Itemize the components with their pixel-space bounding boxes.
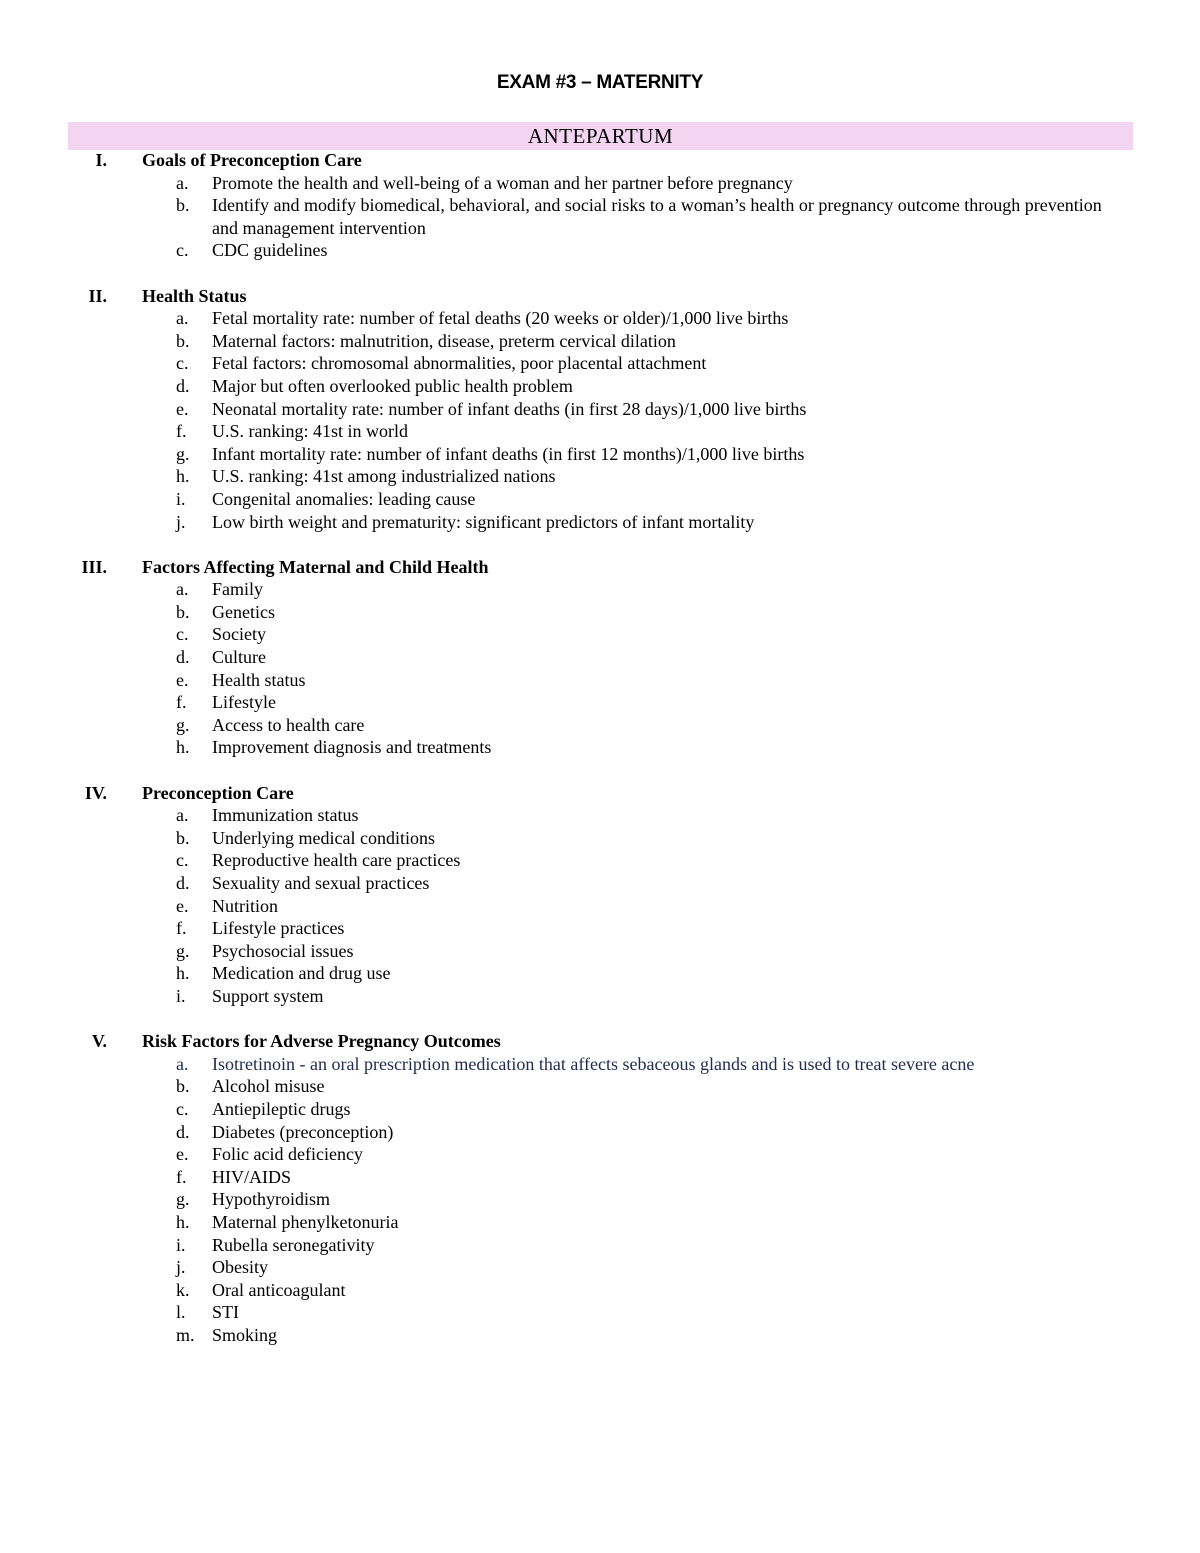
section-title: Health Status — [142, 285, 247, 306]
item-letter: g. — [176, 1189, 190, 1210]
section-factors-affecting-health — [0, 556, 1200, 759]
list-item — [0, 443, 1200, 466]
item-text: Fetal factors: chromosomal abnormalities, poor placental attachment — [212, 353, 707, 374]
item-text: Family — [212, 579, 264, 600]
list-item — [0, 398, 1200, 421]
item-letter: g. — [176, 940, 190, 961]
item-letter: b. — [176, 601, 190, 622]
list-item — [0, 194, 1200, 239]
item-text: Culture — [212, 647, 266, 668]
item-text: Hypothyroidism — [212, 1189, 331, 1210]
item-letter: c. — [176, 850, 189, 871]
list-item — [0, 1121, 1200, 1144]
section-goals-of-preconception-care — [0, 149, 1200, 262]
item-text: Sexuality and sexual practices — [212, 873, 430, 893]
list-item — [0, 985, 1200, 1008]
item-text: Congenital anomalies: leading cause — [212, 488, 476, 509]
item-letter: h. — [176, 1211, 190, 1232]
list-item — [0, 1324, 1200, 1347]
list-item — [0, 827, 1200, 850]
item-text: Diabetes (preconception) — [212, 1121, 394, 1142]
item-letter: a. — [176, 1053, 189, 1074]
item-text: Society — [212, 624, 266, 645]
item-letter: c. — [176, 624, 189, 645]
item-text: STI — [212, 1302, 239, 1323]
item-text: Smoking — [212, 1324, 278, 1345]
item-list — [0, 578, 1200, 759]
item-letter: j. — [176, 511, 186, 532]
item-letter: e. — [176, 1144, 189, 1165]
list-item — [0, 511, 1200, 534]
item-letter: b. — [176, 330, 190, 351]
item-letter: a. — [176, 579, 189, 600]
section-title: Goals of Preconception Care — [142, 150, 362, 170]
item-letter: l. — [176, 1302, 186, 1323]
section-numeral: I. — [95, 150, 107, 170]
item-text: Lifestyle practices — [212, 918, 345, 939]
item-text: Improvement diagnosis and treatments — [212, 737, 492, 758]
list-item — [0, 917, 1200, 940]
list-item — [0, 601, 1200, 624]
item-letter: g. — [176, 714, 190, 735]
section-health-status — [0, 285, 1200, 534]
item-text: Alcohol misuse — [212, 1076, 325, 1097]
list-item — [0, 872, 1200, 895]
section-numeral: II. — [88, 285, 107, 306]
page-title: EXAM #3 – MATERNITY — [496, 72, 704, 93]
item-text: Underlying medical conditions — [212, 827, 435, 848]
list-item — [0, 849, 1200, 872]
item-letter: i. — [176, 1234, 186, 1255]
item-text: U.S. ranking: 41st among industrialized nations — [212, 466, 556, 487]
item-text: Psychosocial issues — [212, 940, 354, 961]
item-list — [0, 1053, 1200, 1347]
list-item — [0, 1234, 1200, 1257]
section-title: Factors Affecting Maternal and Child Health — [142, 556, 489, 577]
list-item — [0, 172, 1200, 195]
list-item — [0, 962, 1200, 985]
item-text: Lifestyle — [212, 692, 276, 713]
item-list — [0, 172, 1200, 262]
item-letter: f. — [176, 918, 187, 939]
section-numeral: III. — [81, 556, 107, 577]
list-item — [0, 1279, 1200, 1302]
item-letter: c. — [176, 240, 189, 261]
item-letter: e. — [176, 669, 189, 690]
list-item — [0, 940, 1200, 963]
section-heading — [0, 285, 1200, 308]
section-heading — [0, 1030, 1200, 1053]
item-letter: g. — [176, 443, 190, 464]
item-text: Medication and drug use — [212, 963, 391, 984]
item-letter: e. — [176, 398, 189, 419]
item-letter: f. — [176, 1166, 187, 1187]
item-letter: m. — [176, 1324, 195, 1345]
list-item — [0, 691, 1200, 714]
item-letter: f. — [176, 421, 187, 442]
list-item — [0, 1256, 1200, 1279]
item-text: Low birth weight and prematurity: significant predictors of infant mortality — [212, 511, 755, 532]
item-text: Rubella seronegativity — [212, 1234, 375, 1255]
item-letter: i. — [176, 985, 186, 1006]
item-text: Identify and modify biomedical, behavioral, and social risks to a woman’s health or pregnancy outcome through prevention and management intervention — [212, 195, 1102, 238]
section-numeral: V. — [91, 1031, 107, 1052]
list-item — [0, 307, 1200, 330]
list-item — [0, 1053, 1200, 1076]
item-text: Infant mortality rate: number of infant deaths (in first 12 months)/1,000 live births — [212, 443, 805, 464]
item-text: Support system — [212, 985, 324, 1006]
item-text: CDC guidelines — [212, 240, 328, 261]
item-letter: i. — [176, 488, 186, 509]
item-letter: b. — [176, 1076, 190, 1097]
item-text: Nutrition — [212, 895, 278, 916]
section-preconception-care — [0, 782, 1200, 1008]
item-text: Immunization status — [212, 805, 359, 826]
item-text: Antiepileptic drugs — [212, 1098, 351, 1119]
item-letter: h. — [176, 963, 190, 984]
list-item — [0, 1166, 1200, 1189]
item-letter: d. — [176, 1121, 190, 1142]
section-risk-factors — [0, 1030, 1200, 1346]
item-list — [0, 804, 1200, 1007]
item-text: Isotretinoin - an oral prescription medication that affects sebaceous glands and is used to treat severe acne — [212, 1053, 975, 1074]
section-heading — [0, 556, 1200, 579]
list-item — [0, 623, 1200, 646]
item-letter: d. — [176, 375, 190, 396]
item-text: Neonatal mortality rate: number of infant deaths (in first 28 days)/1,000 live births — [212, 398, 807, 419]
item-text: Maternal phenylketonuria — [212, 1211, 399, 1232]
list-item — [0, 465, 1200, 488]
section-heading — [0, 782, 1200, 805]
list-item — [0, 1075, 1200, 1098]
item-text: Oral anticoagulant — [212, 1279, 346, 1300]
list-item — [0, 578, 1200, 601]
list-item — [0, 352, 1200, 375]
section-title: Preconception Care — [142, 782, 294, 803]
item-letter: j. — [176, 1257, 186, 1278]
list-item — [0, 1211, 1200, 1234]
list-item — [0, 669, 1200, 692]
section-title: Risk Factors for Adverse Pregnancy Outcomes — [142, 1031, 501, 1052]
item-text: Maternal factors: malnutrition, disease, preterm cervical dilation — [212, 330, 676, 351]
item-list — [0, 307, 1200, 533]
outline — [0, 149, 1200, 1369]
item-letter: e. — [176, 895, 189, 916]
list-item — [0, 1143, 1200, 1166]
list-item — [0, 804, 1200, 827]
list-item — [0, 488, 1200, 511]
item-text: Fetal mortality rate: number of fetal deaths (20 weeks or older)/1,000 live births — [212, 308, 789, 329]
list-item — [0, 239, 1200, 262]
item-text: Obesity — [212, 1257, 268, 1278]
list-item — [0, 1301, 1200, 1324]
item-text: Access to health care — [212, 714, 365, 735]
item-letter: k. — [176, 1279, 190, 1300]
list-item — [0, 714, 1200, 737]
list-item — [0, 330, 1200, 353]
list-item — [0, 420, 1200, 443]
item-text: HIV/AIDS — [212, 1166, 291, 1187]
list-item — [0, 1188, 1200, 1211]
item-letter: d. — [176, 873, 190, 893]
list-item — [0, 375, 1200, 398]
item-letter: a. — [176, 805, 189, 826]
item-letter: h. — [176, 466, 190, 487]
item-text: U.S. ranking: 41st in world — [212, 421, 408, 442]
item-text: Reproductive health care practices — [212, 850, 461, 871]
section-numeral: IV. — [84, 782, 107, 803]
item-letter: a. — [176, 172, 189, 193]
item-letter: f. — [176, 692, 187, 713]
item-letter: c. — [176, 353, 189, 374]
list-item — [0, 646, 1200, 669]
item-letter: d. — [176, 647, 190, 668]
item-text: Genetics — [212, 601, 275, 622]
item-letter: b. — [176, 827, 190, 848]
item-letter: c. — [176, 1098, 189, 1119]
item-text: Promote the health and well-being of a woman and her partner before pregnancy — [212, 172, 793, 193]
item-text: Folic acid deficiency — [212, 1144, 363, 1165]
item-text: Major but often overlooked public health problem — [212, 375, 573, 396]
item-letter: h. — [176, 737, 190, 758]
item-letter: b. — [176, 195, 190, 216]
item-text: Health status — [212, 669, 306, 690]
section-banner: ANTEPARTUM — [68, 122, 1133, 150]
item-letter: a. — [176, 308, 189, 329]
section-heading — [0, 149, 1200, 172]
list-item — [0, 736, 1200, 759]
list-item — [0, 895, 1200, 918]
list-item — [0, 1098, 1200, 1121]
